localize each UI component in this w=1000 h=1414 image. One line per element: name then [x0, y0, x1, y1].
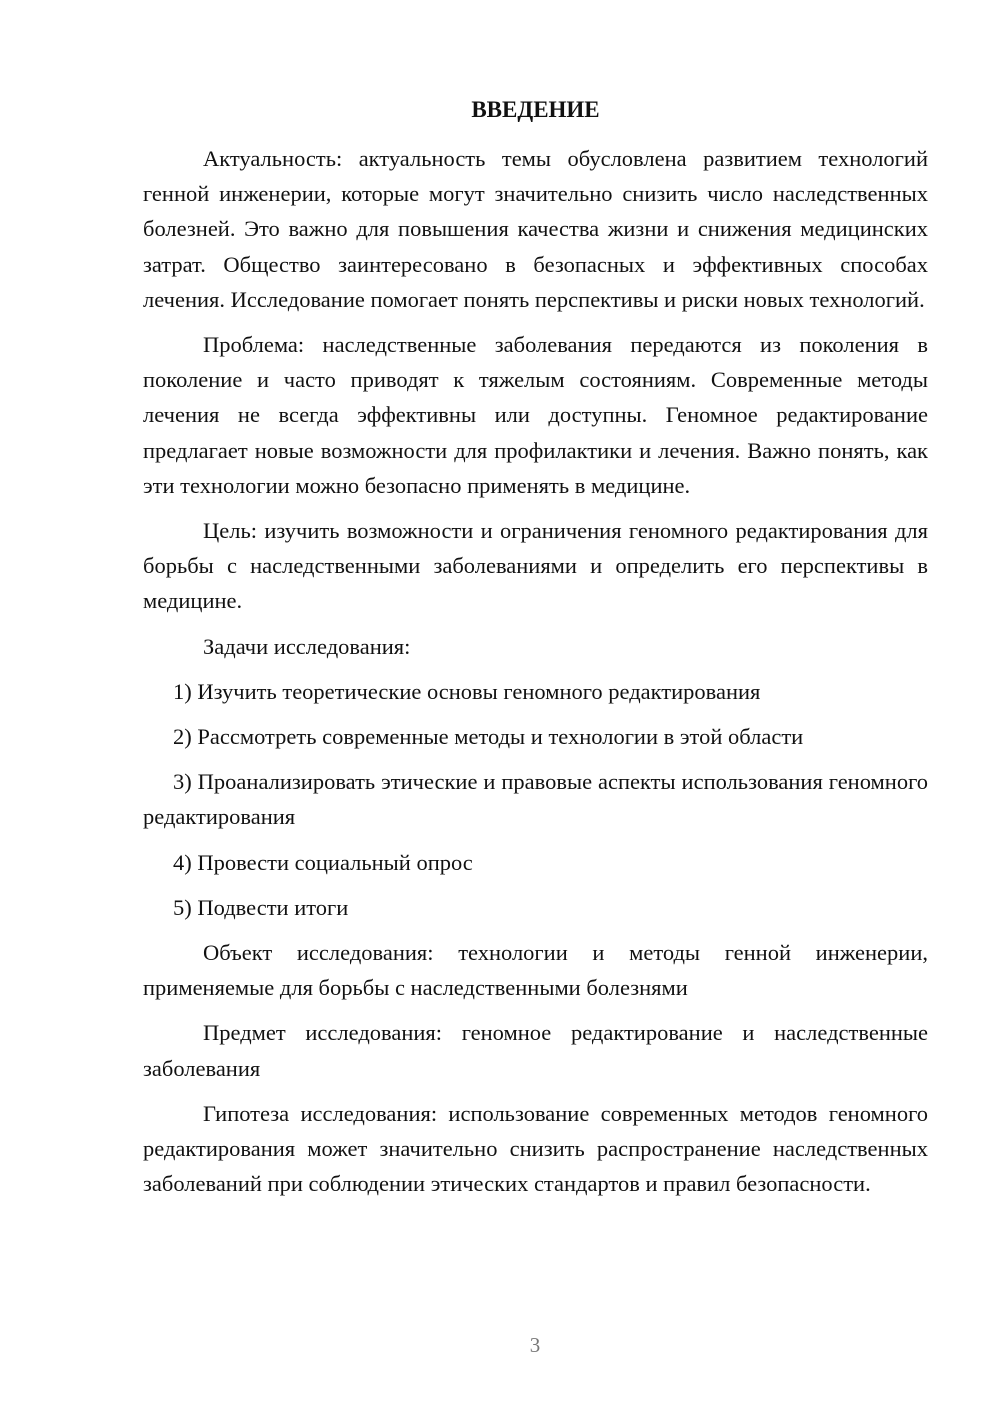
document-page — [143, 92, 928, 1211]
task-item-3: 3) Проанализировать этические и правовые аспекты использования геномного редактирования — [143, 769, 928, 830]
page-number: 3 — [529, 1333, 541, 1357]
problem-paragraph: Проблема: наследственные заболевания передаются из поколения в поколение и часто приводят к тяжелым состояниям. Современные методы лечения не всегда эффективны или доступны. Геномное редактирование предлагает новые возможности для профилактики и лечения. Важно понять, как эти технологии можно безопасно применять в медицине. — [143, 332, 928, 498]
relevance-paragraph: Актуальность: актуальность темы обусловлена развитием технологий генной инженерии, которые могут значительно снизить число наследственных болезней. Это важно для повышения качества жизни и снижения медицинских затрат. Общество заинтересовано в безопасных и эффективных способах лечения. Исследование помогает понять перспективы и риски новых технологий. — [143, 146, 928, 312]
task-item-1: 1) Изучить теоретические основы геномного редактирования — [173, 678, 761, 704]
subject-paragraph: Предмет исследования: геномное редактирование и наследственные заболевания — [143, 1020, 928, 1081]
task-item-4: 4) Провести социальный опрос — [173, 849, 473, 875]
tasks-label: Задачи исследования: — [203, 633, 411, 659]
object-paragraph: Объект исследования: технологии и методы генной инженерии, применяемые для борьбы с наследственными болезнями — [143, 940, 928, 1001]
task-item-2: 2) Рассмотреть современные методы и технологии в этой области — [173, 724, 804, 750]
hypothesis-paragraph: Гипотеза исследования: использование современных методов геномного редактирования может значительно снизить распространение наследственных заболеваний при соблюдении этических стандартов и правил безопасности. — [143, 1100, 928, 1197]
task-item-5: 5) Подвести итоги — [173, 894, 349, 920]
section-heading: ВВЕДЕНИЕ — [471, 97, 600, 122]
goal-paragraph: Цель: изучить возможности и ограничения геномного редактирования для борьбы с наследственными заболеваниями и определить его перспективы в медицине. — [143, 518, 928, 614]
